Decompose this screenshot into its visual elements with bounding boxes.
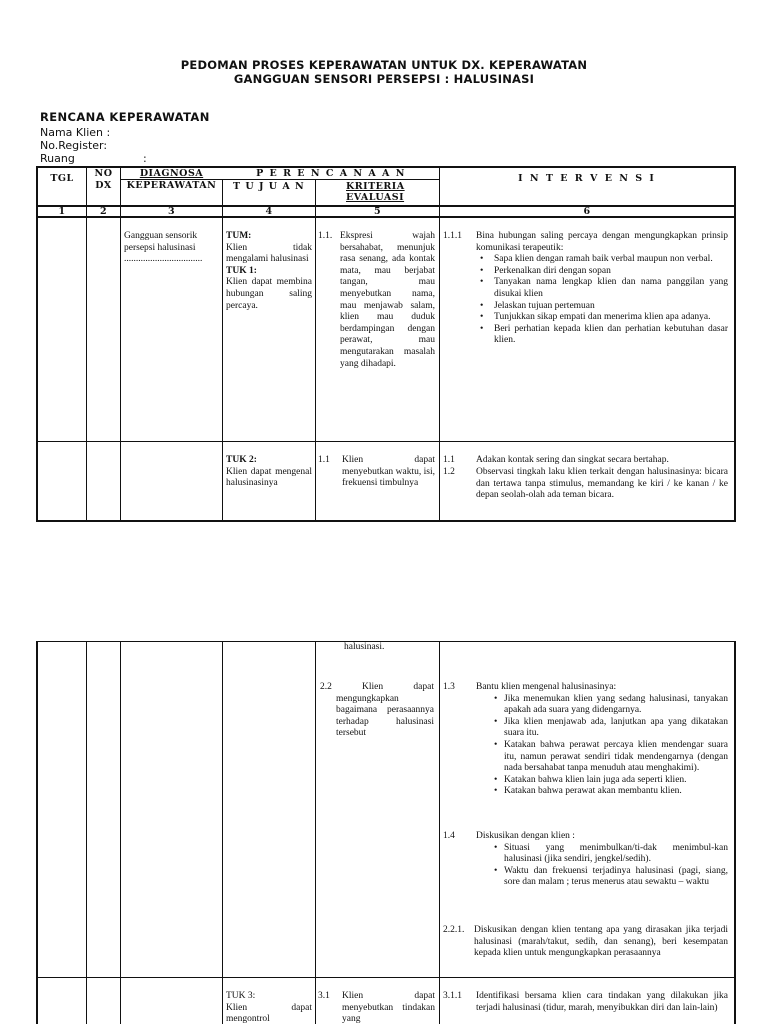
nama-klien-label: Nama Klien : (40, 126, 111, 139)
int3-bullet: • Katakan bahwa perawat percaya klien mendengar suara itu, namun perawat sendiri tidak mendengarnya (dengan nada bersahabat tanpa menuduh atau menghakimi). (504, 740, 728, 775)
int4-bullet: • Situasi yang menimbulkan/ti-dak menimbul-kan halusinasi (jika sendiri, jengkel/sedih). (504, 843, 728, 866)
tuk2-text: Klien dapat mengenal halusinasinya (226, 466, 312, 489)
row3-kriteria2-text: Klien dapat mengungkapkan bagaimana perasaannya terhadap halusinasi tersebut (336, 682, 434, 739)
col-number: 2 (99, 206, 108, 217)
row3-int5-text: Diskusikan dengan klien tentang apa yang dirasakan jika terjadi halusinasi (marah/takut, sedih, dan senang), beri kesempatan kepada klien untuk mengungkapkan perasaannya (474, 925, 728, 959)
tuk3-text: Klien dapat mengontrol (226, 1002, 312, 1025)
int3-bullet: • Jika klien menjawab ada, lanjutkan apa yang dikatakan suara itu. (504, 717, 728, 740)
patient-info (40, 111, 210, 165)
ruang-label: Ruang (40, 152, 75, 165)
header-diagnosa: DIAGNOSA (139, 168, 204, 179)
title-line-1: PEDOMAN PROSES KEPERAWATAN UNTUK DX. KEPERAWATAN (180, 58, 588, 72)
int3-bullet: • Katakan bahwa perawat akan membantu klien. (504, 786, 728, 798)
row3-int3 (476, 682, 728, 798)
row4-kriteria-text: Klien dapat menyebutkan tindakan yang (342, 991, 435, 1025)
int3-bullet: • Katakan bahwa klien lain juga ada seperti klien. (504, 775, 728, 787)
int3-text: Bantu klien mengenal halusinasinya: (476, 682, 617, 692)
intervensi-bullet: • Jelaskan tujuan pertemuan (490, 301, 728, 313)
row2-kriteria-num: 1.1 (318, 455, 330, 465)
row3-int4-num: 1.4 (443, 831, 455, 841)
section-heading: RENCANA KEPERAWATAN (40, 110, 210, 124)
header-tujuan: T U J U A N (233, 181, 305, 192)
row3-kriteria-cont: halusinasi. (344, 642, 385, 652)
row2-tujuan (226, 455, 312, 490)
row4-kriteria-num: 3.1 (318, 991, 330, 1001)
int3-bullet: • Jika menemukan klien yang sedang halusinasi, tanyakan apakah ada suara yang didengarnya. (504, 694, 728, 717)
row1-intervensi-num: 1.1.1 (443, 231, 462, 241)
row2-int2-text: Observasi tingkah laku klien terkait dengan halusinasinya: bicara dan tertawa tanpa stimulus, memandang ke kiri / ke kanan / ke depan seolah-olah ada teman bicara. (476, 467, 728, 501)
row2-int1-num: 1.1 (443, 455, 455, 465)
intervensi-bullet: • Beri perhatian kepada klien dan perhatian kebutuhan dasar klien. (490, 324, 728, 347)
tuk1-label: TUK 1: (226, 265, 257, 276)
intervensi-bullet: • Sapa klien dengan ramah baik verbal maupun non verbal. (490, 254, 728, 266)
row3-int5-num: 2.2.1. (443, 925, 465, 935)
tuk3-label: TUK 3: (226, 991, 256, 1001)
row4-intervensi-text: Identifikasi bersama klien cara tindakan yang dilakukan jika terjadi halusinasi (tidur, marah, menyibukkan diri dan lain-lain) (476, 991, 728, 1013)
header-perencanaan: P E R E N C A N A A N (256, 168, 406, 179)
ruang-colon: : (143, 152, 147, 165)
document-title (0, 58, 768, 86)
header-no-dx: NO DX (94, 168, 113, 191)
row1-tujuan (226, 231, 312, 312)
row3-kriteria2-num: 2.2 (320, 682, 332, 692)
intervensi-bullet: • Tanyakan nama lengkap klien dan nama panggilan yang disukai klien (490, 277, 728, 300)
row1-kriteria-num: 1.1. (318, 231, 333, 241)
intervensi-bullet: • Perkenalkan diri dengan sopan (490, 266, 728, 278)
row1-intervensi (476, 231, 728, 347)
col-number: 3 (167, 206, 176, 217)
row4-intervensi-num: 3.1.1 (443, 991, 462, 1001)
col-number: 6 (583, 206, 591, 217)
ruang-row (40, 152, 210, 165)
int4-bullet: • Waktu dan frekuensi terjadinya halusinasi (pagi, siang, sore dan malam ; terus menerus atau sewaktu – waktu (504, 866, 728, 889)
int4-text: Diskusikan dengan klien : (476, 831, 575, 841)
col-number: 4 (265, 206, 273, 217)
row1-kriteria-text: Ekspresi wajah bersahabat, menunjuk rasa senang, ada kontak mata, mau berjabat tangan, mau menyebutkan nama, mau menjawab salam, klien mau duduk berdampingan dengan perawat, mau mengutarakan masalah yang dihadapi. (340, 231, 435, 369)
tuk1-text: Klien dapat membina hubungan saling percaya. (226, 277, 312, 311)
header-tgl: TGL (50, 173, 74, 184)
row1-diagnosa: Gangguan sensorik persepsi halusinasi ................................. (124, 231, 203, 265)
header-keperawatan: KEPERAWATAN (126, 180, 217, 191)
intervensi-bullet: • Tunjukkan sikap empati dan menerima klien apa adanya. (490, 312, 728, 324)
row2-int2-num: 1.2 (443, 467, 455, 477)
intervensi-text: Bina hubungan saling percaya dengan mengungkapkan prinsip komunikasi terapeutik: (476, 231, 728, 253)
row2-int1-text: Adakan kontak sering dan singkat secara bertahap. (476, 455, 669, 465)
row3-int3-num: 1.3 (443, 682, 455, 692)
row4-tujuan (226, 991, 312, 1026)
header-intervensi: I N T E R V E N S I (518, 173, 656, 184)
col-number: 1 (58, 206, 66, 217)
title-line-2: GANGGUAN SENSORI PERSEPSI : HALUSINASI (233, 72, 535, 86)
tum-text: Klien tidak mengalami halusinasi (226, 242, 312, 265)
col-number: 5 (373, 206, 382, 217)
row2-kriteria-text: Klien dapat menyebutkan waktu, isi, frekuensi timbulnya (342, 455, 435, 489)
no-register-label: No.Register: (40, 139, 108, 152)
header-kriteria: KRITERIA EVALUASI (346, 181, 405, 203)
tum-label: TUM: (226, 231, 252, 241)
tuk2-label: TUK 2: (226, 455, 257, 465)
row3-int4 (476, 831, 728, 889)
